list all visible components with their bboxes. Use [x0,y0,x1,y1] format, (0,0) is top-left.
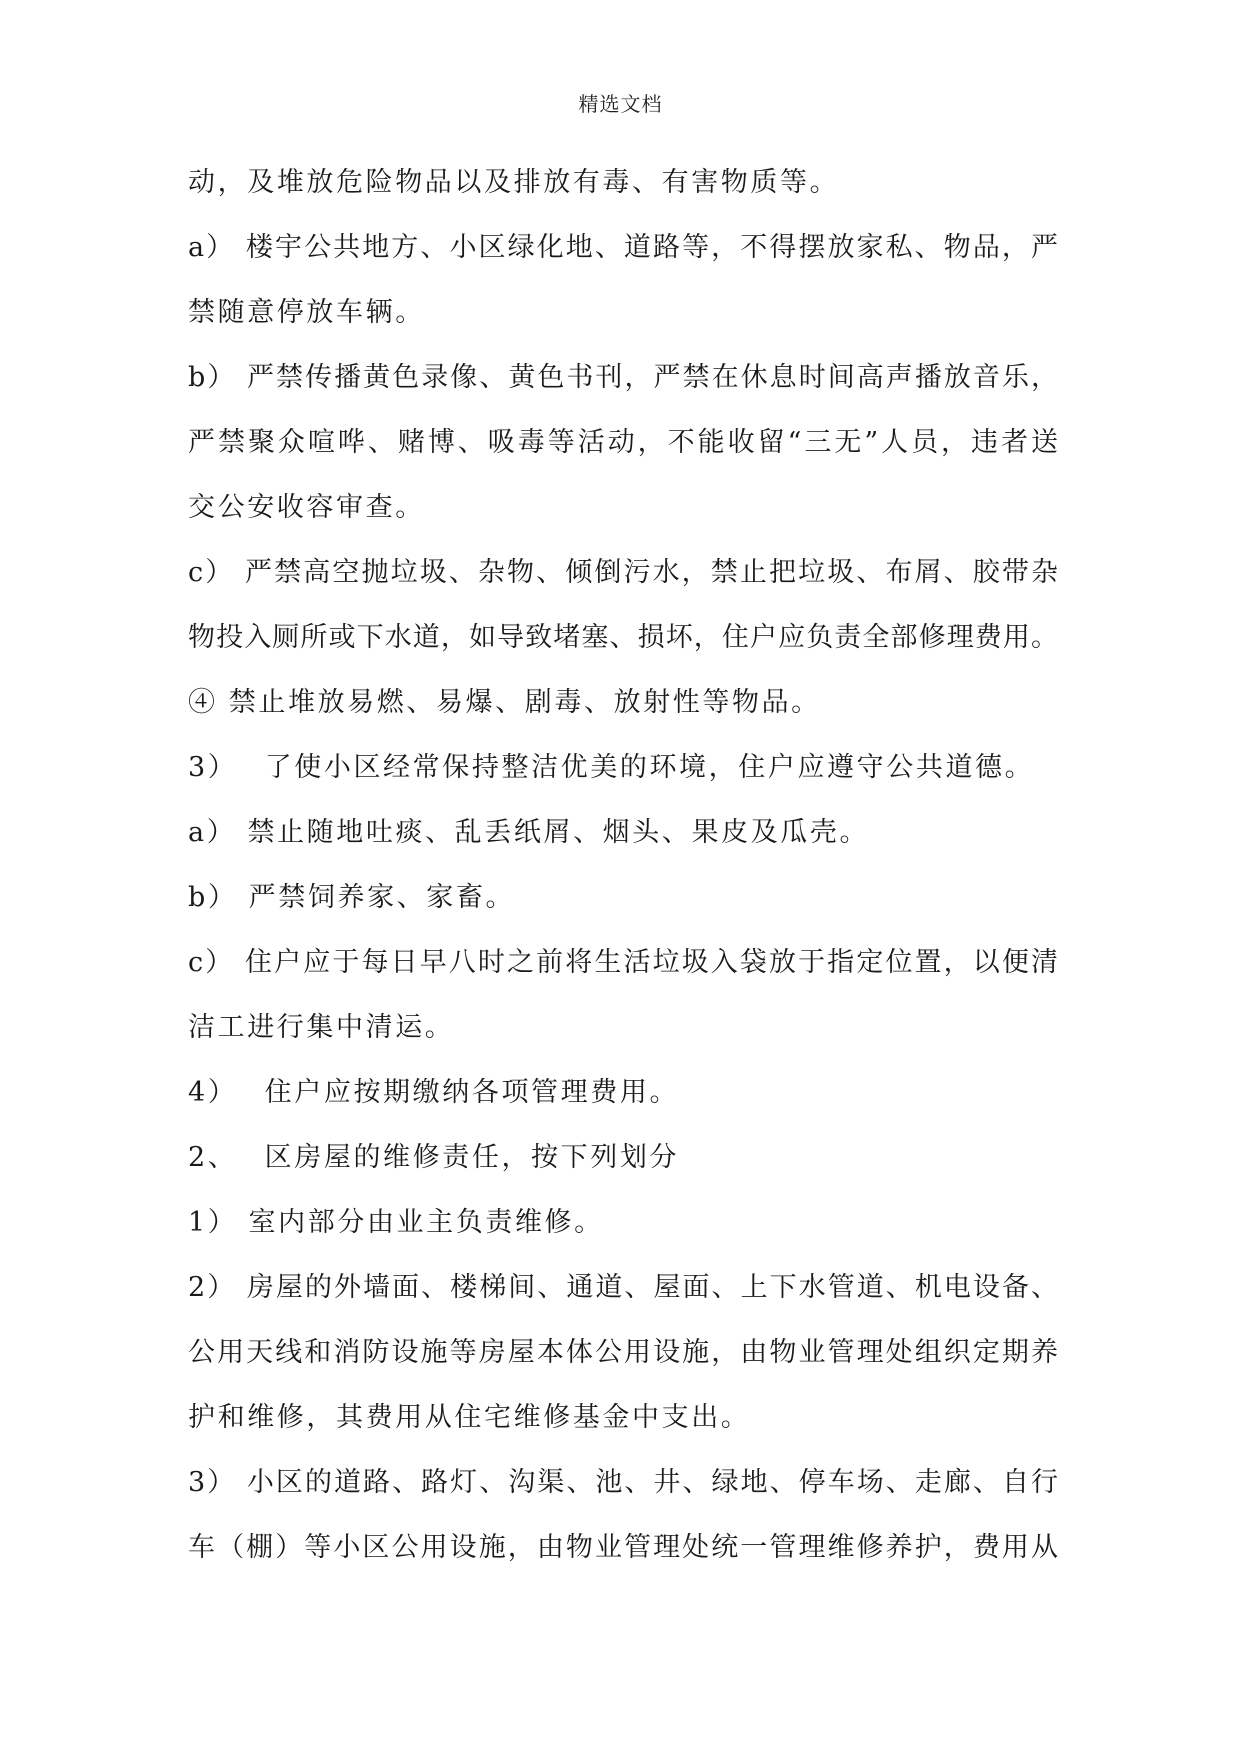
text-line: 动，及堆放危险物品以及排放有毒、有害物质等。 [188,167,840,198]
text-line: 2、 区房屋的维修责任，按下列划分 [188,1142,680,1173]
text-line: 4） 住户应按期缴纳各项管理费用。 [188,1077,680,1108]
text-line: 1） 室内部分由业主负责维修。 [188,1207,604,1238]
text-line: 公用天线和消防设施等房屋本体公用设施，由物业管理处组织定期养 [188,1337,1058,1368]
text-line: b） 严禁饲养家、家畜。 [188,882,516,913]
text-line: c） 严禁高空抛垃圾、杂物、倾倒污水，禁止把垃圾、布屑、胶带杂 [188,557,1058,588]
text-line: 物投入厕所或下水道，如导致堵塞、损坏，住户应负责全部修理费用。 [188,622,1058,653]
text-line: 3） 了使小区经常保持整洁优美的环境，住户应遵守公共道德。 [188,752,1035,783]
text-line: a） 楼宇公共地方、小区绿化地、道路等，不得摆放家私、物品，严 [188,232,1058,263]
text-line: 护和维修，其费用从住宅维修基金中支出。 [188,1402,751,1433]
text-line: 2） 房屋的外墙面、楼梯间、通道、屋面、上下水管道、机电设备、 [188,1272,1058,1303]
text-line: 禁随意停放车辆。 [188,297,425,328]
text-line: 车（棚）等小区公用设施，由物业管理处统一管理维修养护，费用从 [188,1532,1058,1563]
text-line: 3） 小区的道路、路灯、沟渠、池、井、绿地、停车场、走廊、自行 [188,1467,1058,1498]
document-body [188,150,1058,1580]
page-header: 精选文档 [578,92,663,116]
text-line: 严禁聚众喧哗、赌博、吸毒等活动，不能收留“三无”人员，违者送 [188,427,1058,458]
text-line: b） 严禁传播黄色录像、黄色书刊，严禁在休息时间高声播放音乐， [188,362,1058,393]
text-line: 洁工进行集中清运。 [188,1012,455,1043]
text-line: c） 住户应于每日早八时之前将生活垃圾入袋放于指定位置，以便清 [188,947,1058,978]
text-line: ④ 禁止堆放易燃、易爆、剧毒、放射性等物品。 [188,687,821,718]
text-line: a） 禁止随地吐痰、乱丢纸屑、烟头、果皮及瓜壳。 [188,817,870,848]
text-line: 交公安收容审查。 [188,492,425,523]
